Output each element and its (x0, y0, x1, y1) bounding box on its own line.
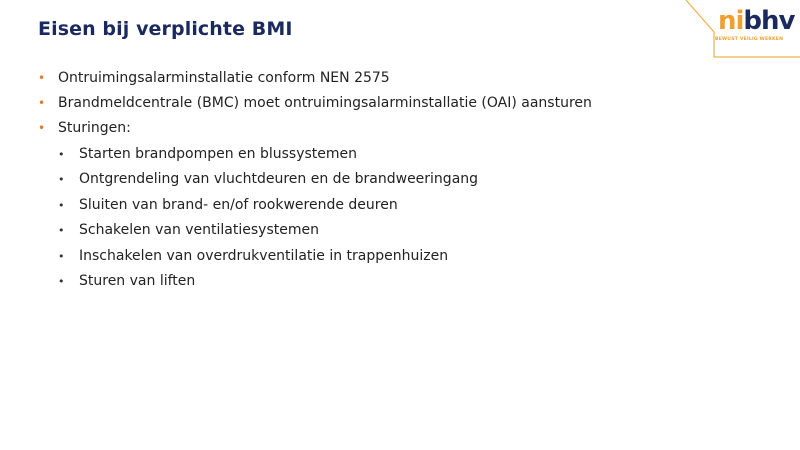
list-item (58, 193, 738, 218)
logo-bhv: bhv (743, 6, 795, 36)
nibhv-logo (684, 0, 800, 60)
bullet-list (38, 66, 738, 141)
sub-bullet-text: Sluiten van brand- en/of rookwerende deuren (79, 196, 398, 213)
list-item (58, 142, 738, 167)
bullet-text: Brandmeldcentrale (BMC) moet ontruimingsalarminstallatie (OAI) aansturen (58, 95, 592, 111)
sub-bullet-icon: • (58, 274, 65, 288)
sub-bullet-list (58, 142, 738, 294)
sub-bullet-text: Ontgrendeling van vluchtdeuren en de brandweeringang (79, 171, 479, 188)
sub-bullet-icon: • (58, 249, 65, 263)
list-item (38, 116, 738, 141)
sub-bullet-icon: • (58, 198, 65, 212)
list-item (58, 269, 738, 294)
sub-bullet-icon: • (58, 173, 65, 187)
list-item (58, 167, 738, 192)
sub-bullet-icon: • (58, 224, 65, 238)
logo-wordmark (718, 8, 795, 34)
sub-bullet-text: Inschakelen van overdrukventilatie in trappenhuizen (79, 247, 449, 264)
bullet-text: Sturingen: (58, 120, 131, 136)
sub-bullet-icon: • (58, 148, 65, 161)
list-item (58, 244, 738, 269)
bullet-text: Ontruimingsalarminstallatie conform NEN 2575 (58, 70, 390, 86)
list-item (38, 66, 738, 91)
bullet-icon: • (38, 71, 46, 85)
list-item (38, 91, 738, 116)
sub-bullet-text: Starten brandpompen en blussystemen (79, 146, 358, 162)
sub-bullet-text: Schakelen van ventilatiesystemen (79, 222, 319, 239)
bullet-icon: • (38, 121, 46, 135)
sub-bullet-text: Sturen van liften (79, 272, 196, 289)
logo-ni: ni (718, 6, 744, 36)
list-item (58, 218, 738, 243)
logo-tagline: BEWUST VEILIG WERKEN (715, 37, 784, 42)
bullet-icon: • (38, 96, 46, 110)
slide-title: Eisen bij verplichte BMI (38, 18, 293, 40)
